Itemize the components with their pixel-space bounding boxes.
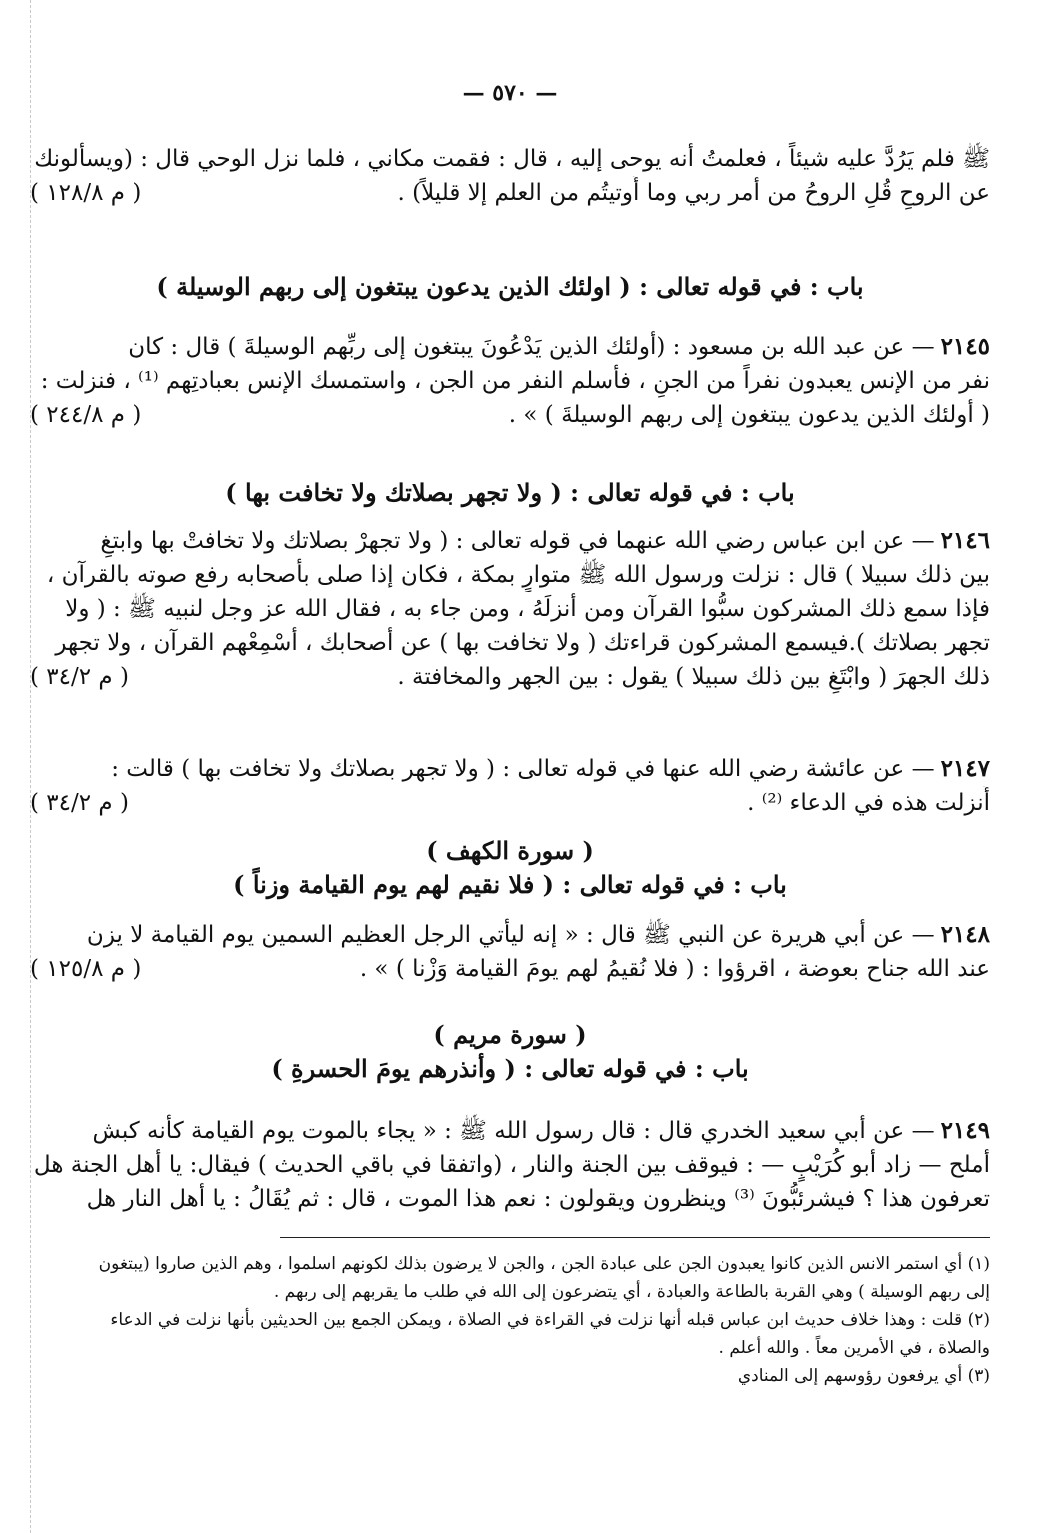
- text-line: نفر من الإنس يعبدون نفراً من الجنِ ، فأسلم النفر من الجن ، واستمسك الإنس بعبادتِهم ⁽¹⁾ ، فنزلت :: [40, 368, 990, 394]
- text-line: ﷺ فلم يَرُدَّ عليه شيئاً ، فعلمتُ أنه يوحى إليه ، قال : فقمت مكاني ، فلما نزل الوحي قال : (ويسألونك: [34, 146, 990, 172]
- text-line: — عن أبي هريرة عن النبي ﷺ قال : « إنه ليأتي الرجل العظيم السمين يوم القيامة لا يزن: [86, 922, 935, 948]
- text-line: أملح — زاد أبو كُرَيْبٍ — : فيوقف بين الجنة والنار ، (واتفقا في باقي الحديث ) فيقال: يا أهل الجنة هل: [33, 1152, 990, 1178]
- intro-paragraph: [30, 142, 990, 210]
- footnote-line: (٢) قلت : وهذا خلاف حديث ابن عباس قبله أنها نزلت في القراءة في الصلاة ، ويمكن الجمع بين الحديثين بأنها نزلت في الدعاء: [110, 1310, 990, 1330]
- hadith-number: ٢١٤٥: [940, 333, 990, 360]
- hadith-number: ٢١٤٧: [940, 755, 990, 782]
- hadith-2146: [30, 524, 990, 694]
- hadith-2148: [30, 918, 990, 986]
- source-reference: ( م ٣٤/٢ ): [30, 664, 129, 690]
- text-line: — عن عبد الله بن مسعود : (أولئك الذين يَدْعُونَ يبتغون إلى ربِّهم الوسيلةَ ) قال : كان: [128, 334, 935, 360]
- text-line: عند الله جناح بعوضة ، اقرؤوا : ( فلا نُقيمُ لهم يومَ القيامة وَزْنا ) » .: [359, 956, 990, 982]
- page-number: — ٥٧٠ —: [462, 80, 558, 106]
- footnote-separator: [280, 1237, 990, 1238]
- hadith-number: ٢١٤٨: [940, 921, 990, 948]
- hadith-number: ٢١٤٩: [940, 1117, 990, 1144]
- surah-heading: [30, 1018, 990, 1086]
- text-line: تعرفون هذا ؟ فيشرئبُّونَ ⁽³⁾ وينظرون ويقولون : نعم هذا الموت ، قال : ثم يُقَالُ : يا أهل النار هل: [86, 1186, 990, 1212]
- text-line: أُنزلت هذه في الدعاء ⁽²⁾ .: [747, 790, 990, 816]
- hadith-2147: [30, 752, 990, 820]
- hadith-2145: [30, 330, 990, 432]
- chapter-heading: [30, 270, 990, 304]
- chapter-heading-text: باب : في قوله تعالى : ( وأنذرهم يومَ الحسرةِ ): [271, 1054, 749, 1083]
- source-reference: ( م ١٢٥/٨ ): [30, 956, 142, 982]
- text-line: — عن عائشة رضي الله عنها في قوله تعالى : ( ولا تجهر بصلاتك ولا تخافت بها ) قالت :: [111, 756, 935, 782]
- text-line: فإذا سمع ذلك المشركون سبُّوا القرآن ومن أنزلَهُ ، ومن جاء به ، فقال الله عز وجل لنبيه ﷺ : ( ولا: [65, 596, 990, 622]
- footnote-line: (١) أي استمر الانس الذين كانوا يعبدون الجن على عبادة الجن ، والجن لا يرضون بذلك لكونهم اسلموا ، وهم الذين صاروا (يبتغون: [98, 1254, 990, 1274]
- chapter-heading-text: باب : في قوله تعالى : ( فلا نقيم لهم يوم القيامة وزناً ): [233, 870, 787, 899]
- surah-heading: [30, 834, 990, 902]
- source-reference: ( م ٣٤/٢ ): [30, 790, 129, 816]
- text-line: ( أولئك الذين يدعون يبتغون إلى ربهم الوسيلةَ ) » .: [508, 402, 990, 428]
- text-line: بين ذلك سبيلا ) قال : نزلت ورسول الله ﷺ متوارٍ بمكة ، فكان إذا صلى بأصحابه رفع صوته بالقرآن ،: [46, 562, 990, 588]
- footnote-line: (٣) أي يرفعون رؤوسهم إلى المنادي: [737, 1366, 990, 1386]
- footnotes: [30, 1250, 990, 1390]
- text-line: عن الروحِ قُلِ الروحُ من أمر ربي وما أُوتيتُم من العلم إلا قليلاً) .: [397, 180, 990, 206]
- footnote-line: إلى ربهم الوسيلة ) وهي القربة بالطاعة والعبادة ، أي يتضرعون إلى الله في طلب ما يقربهم إلى ربهم .: [273, 1282, 990, 1302]
- source-reference: ( م ٢٤٤/٨ ): [30, 402, 142, 428]
- hadith-2149: [30, 1114, 990, 1216]
- chapter-heading-text: باب : في قوله تعالى : ( ولا تجهر بصلاتك ولا تخافت بها ): [225, 478, 795, 507]
- text-line: تجهر بصلاتك ).فيسمع المشركون قراءتك ( ولا تخافت بها ) عن أصحابك ، أسْمِعْهم القرآن ، ولا تجهر: [55, 630, 990, 656]
- hadith-number: ٢١٤٦: [940, 527, 990, 554]
- surah-title: ( سورة الكهف ): [426, 836, 594, 865]
- chapter-heading-text: باب : في قوله تعالى : ( اولئك الذين يدعون يبتغون إلى ربهم الوسيلة ): [156, 272, 864, 301]
- chapter-heading: [30, 476, 990, 510]
- footnote-line: والصلاة ، في الأمرين معاً . والله أعلم .: [718, 1338, 990, 1358]
- surah-title: ( سورة مريم ): [433, 1020, 587, 1049]
- text-line: — عن ابن عباس رضي الله عنهما في قوله تعالى : ( ولا تجهرْ بصلاتك ولا تخافتْ بها وابتغِ: [100, 528, 935, 554]
- text-line: — عن أبي سعيد الخدري قال : قال رسول الله ﷺ : « يجاء بالموت يوم القيامة كأنه كبش: [92, 1118, 935, 1144]
- book-page: [30, 0, 990, 1533]
- text-line: ذلك الجهرَ ( وابْتَغِ بين ذلك سبيلا ) يقول : بين الجهر والمخافتة .: [397, 664, 990, 690]
- source-reference: ( م ١٢٨/٨ ): [30, 180, 142, 206]
